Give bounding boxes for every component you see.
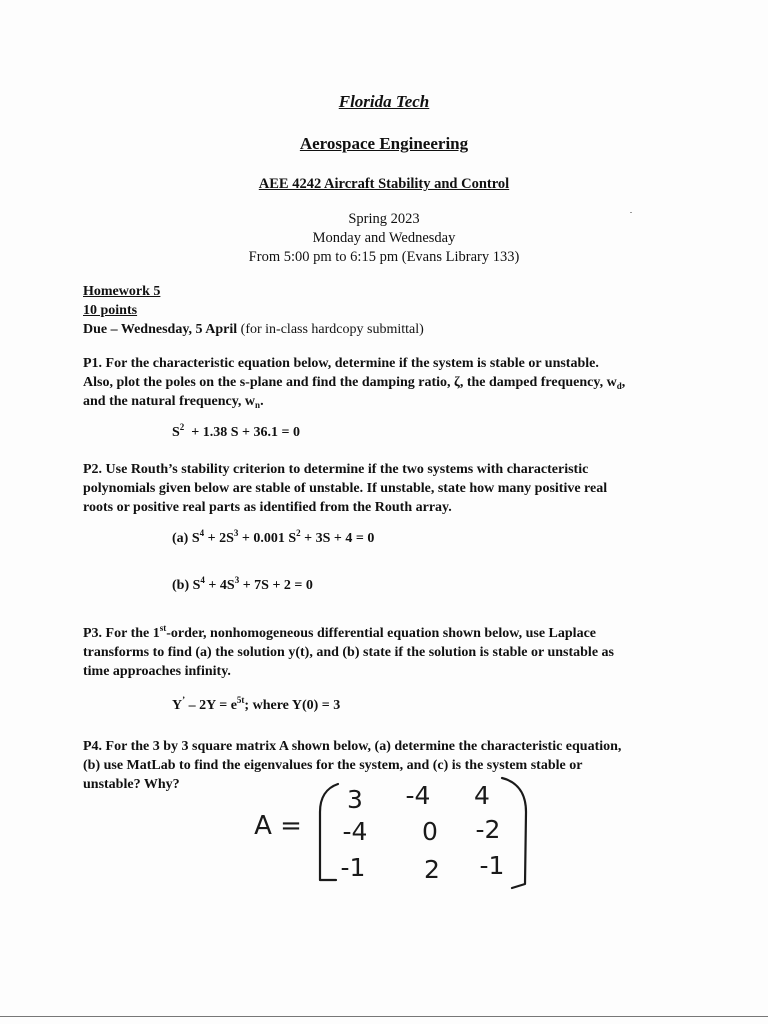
p2-line-3: roots or positive real parts as identified from the Routh array. — [83, 500, 452, 515]
department-title: Aerospace Engineering — [299, 134, 469, 153]
page-bottom-rule — [0, 1016, 768, 1017]
p2-equation-b: (b) $S^4 + 4S^3 + 7S + 2 = 0$ — [172, 575, 313, 593]
due-date: Due – Wednesday, 5 April — [83, 322, 238, 337]
p4-line-2: (b) use MatLab to find the eigenvalues for the system, and (c) is the system stable or — [83, 758, 583, 773]
matrix-cell-r3c2: 2 — [424, 855, 440, 884]
p1-line-3: and the natural frequency, $w_n$. — [83, 394, 264, 410]
p3-line-3: time approaches infinity. — [83, 664, 231, 679]
handwritten-matrix — [240, 772, 540, 897]
term: Spring 2023 — [348, 211, 420, 227]
p3-line-2: transforms to find (a) the solution y(t), and (b) state if the solution is stable or unstable as — [83, 645, 614, 660]
p3-equation: $Y^’ - 2Y = e^{5t}$; where Y(0) = 3 — [172, 695, 341, 713]
assignment-info — [83, 282, 424, 339]
p4-line-1: P4. For the 3 by 3 square matrix A shown below, (a) determine the characteristic equation, — [83, 739, 622, 754]
matrix-cell-r2c1: -4 — [342, 817, 368, 846]
course-title: AEE 4242 Aircraft Stability and Control — [258, 176, 510, 192]
p2-equation-a: (a) $S^4 + 2S^3 + 0.001$ $S^2 + 3S + 4 = 0$ — [172, 528, 375, 546]
p3-line-1: P3. For the 1st-order, nonhomogeneous differential equation shown below, use Laplace — [83, 623, 596, 641]
meeting-time-location: From 5:00 pm to 6:15 pm (Evans Library 133) — [248, 249, 520, 265]
matrix-cell-r3c3: -1 — [479, 851, 505, 880]
right-bracket — [502, 778, 526, 888]
problem-1 — [83, 354, 683, 411]
matrix-cell-r1c2: -4 — [405, 781, 431, 810]
matrix-label: A = — [254, 811, 302, 841]
matrix-cell-r3c1: -1 — [340, 853, 366, 882]
schedule-block — [0, 210, 768, 267]
homework-title: Homework 5 — [83, 284, 161, 299]
left-bracket — [320, 784, 338, 880]
p2-line-2: polynomials given below are stable of unstable. If unstable, state how many positive real — [83, 481, 608, 496]
p2-line-1: P2. Use Routh’s stability criterion to determine if the two systems with characteristic — [83, 462, 589, 477]
p1-line-2: Also, plot the poles on the s-plane and find the damping ratio, ζ, the damped frequency, $w_d$, — [83, 375, 626, 391]
scan-speck — [630, 212, 632, 213]
institution-title: Florida Tech — [338, 92, 430, 111]
problem-2 — [83, 460, 683, 517]
p1-line-1: P1. For the characteristic equation below, determine if the system is stable or unstable. — [83, 356, 599, 371]
matrix-cell-r2c3: -2 — [475, 815, 501, 844]
p4-line-3: unstable? Why? — [83, 777, 180, 792]
due-line — [83, 320, 424, 339]
matrix-cell-r2c2: 0 — [422, 817, 438, 846]
homework-points: 10 points — [83, 303, 138, 318]
p1-equation: $S^2 + 1.38$ S + 36.1 = 0 — [172, 422, 301, 440]
matrix-cell-r1c1: 3 — [347, 785, 363, 814]
meeting-days: Monday and Wednesday — [312, 230, 456, 246]
due-note: (for in-class hardcopy submittal) — [237, 322, 424, 337]
matrix-cell-r1c3: 4 — [474, 781, 490, 810]
problem-3 — [83, 624, 683, 681]
